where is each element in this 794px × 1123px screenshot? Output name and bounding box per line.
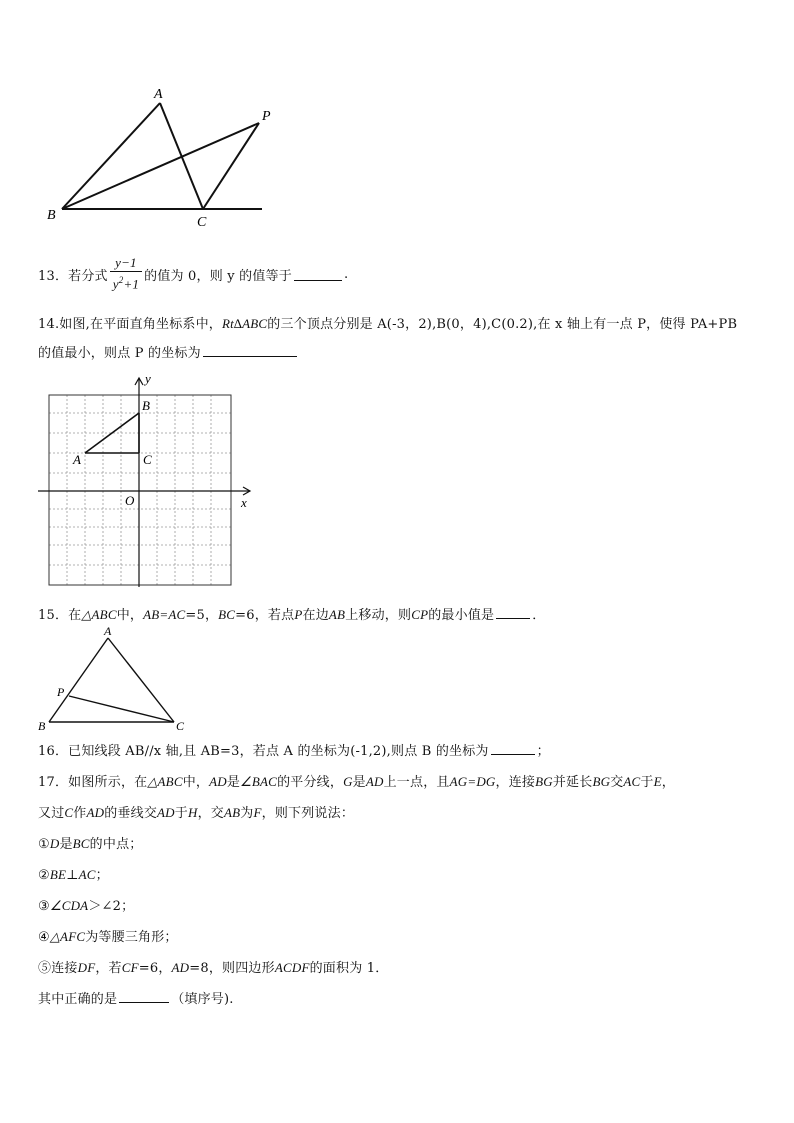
question-15	[38, 604, 545, 623]
q17-statement-3	[38, 895, 134, 914]
q15-math: AB=AC	[143, 607, 186, 622]
q16-end: ；	[536, 744, 550, 759]
q17-math: △AFC	[49, 929, 86, 944]
q17-text: 上一点，且	[383, 775, 450, 790]
q17-math: AD	[209, 774, 227, 789]
q17-text: 并延长	[552, 775, 593, 790]
q17-math: AG=DG	[449, 774, 496, 789]
q17-text: 又过	[38, 806, 65, 821]
q17-text: 的面积为 1．	[309, 961, 389, 976]
q13-suffix: 的值为 0，则 y 的值等于	[144, 268, 292, 284]
label-b: B	[142, 398, 150, 413]
q14-triangle: Rt∆ABC	[222, 316, 268, 331]
q17-text: ；	[95, 868, 109, 883]
question-14-line-2	[38, 342, 297, 361]
label-a: A	[73, 452, 81, 467]
q17-math: G	[343, 774, 353, 789]
q17-text: ，连接	[495, 775, 536, 790]
label-x: x	[241, 495, 247, 510]
label-c: C	[143, 452, 152, 467]
q17-end: （填序号).	[171, 992, 234, 1007]
q17-math: F	[253, 805, 262, 820]
q15-text: 在边	[302, 608, 329, 623]
q17-text: 为等腰三角形；	[85, 930, 178, 945]
q17-text: 中，	[182, 775, 210, 790]
label-c: C	[176, 719, 185, 733]
q17-text: 是	[59, 837, 73, 852]
label-y: y	[145, 371, 151, 386]
q17-math: AC	[78, 867, 96, 882]
q17-math: AD	[365, 774, 384, 789]
figure-triangle-abc-p	[40, 82, 280, 232]
q15-math: P	[294, 607, 303, 622]
q17-math: ∠BAC	[240, 774, 278, 789]
q13-prefix: 13．若分式	[38, 268, 108, 284]
q17-statement-5	[38, 957, 388, 976]
q17-text: 是	[226, 775, 241, 790]
q15-math: AB	[328, 607, 346, 622]
q17-text: 于	[640, 775, 654, 790]
q14-text-a: 14.如图,在平面直角坐标系中，	[38, 317, 223, 332]
q17-math: AD	[157, 805, 175, 820]
q13-denominator: $y^2+1$	[112, 275, 140, 292]
q17-text: =8，则四边形	[189, 961, 275, 976]
q17-answer-line	[38, 988, 234, 1007]
question-16	[38, 740, 550, 759]
figure-triangle-abc-cp	[36, 624, 196, 736]
q17-math: DF	[77, 960, 96, 975]
q17-math: AB	[223, 805, 241, 820]
q15-text: =6，若点	[235, 608, 295, 623]
q14-text-c: 的值最小，则点 P 的坐标为	[38, 346, 201, 361]
q17-text: ⊥	[66, 868, 79, 883]
label-b: B	[47, 208, 56, 223]
label-o: O	[125, 493, 135, 508]
q15-end: ．	[532, 608, 546, 623]
answer-blank[interactable]	[496, 606, 530, 619]
q17-text: 于	[174, 806, 188, 821]
q17-math: E	[653, 774, 662, 789]
q17-text: 17．如图所示，在	[38, 775, 148, 790]
q15-text: =5，	[185, 608, 219, 623]
q17-math: AC	[623, 774, 641, 789]
q17-text: =6，	[138, 961, 172, 976]
q16-text: 16．已知线段 AB//x 轴,且 AB=3，若点 A 的坐标为(-1,2),则点 B 的坐标为	[38, 744, 489, 759]
answer-blank[interactable]	[294, 268, 342, 281]
q13-numerator: y−1	[110, 255, 142, 272]
question-17-line-1	[38, 771, 675, 790]
q17-text: ＞∠2；	[88, 899, 135, 914]
answer-blank[interactable]	[203, 344, 297, 357]
q17-math: △ABC	[147, 774, 183, 789]
q17-text: 的垂线交	[104, 806, 158, 821]
q17-math: ACDF	[274, 960, 310, 975]
q17-text: ②	[38, 868, 50, 883]
q17-text: ①	[38, 837, 50, 852]
q15-text: 上移动，则	[345, 608, 412, 623]
q15-math: CP	[411, 607, 429, 622]
q17-text: ④	[38, 930, 50, 945]
q17-math: BG	[592, 774, 611, 789]
q17-math: AD	[171, 960, 190, 975]
q17-text: 为	[240, 806, 254, 821]
question-13	[38, 256, 348, 292]
q17-text: ，若	[95, 961, 122, 976]
q17-text: 是	[352, 775, 366, 790]
q17-math: C	[64, 805, 74, 820]
q17-text: 的平分线，	[277, 775, 344, 790]
q15-triangle: △ABC	[81, 607, 117, 622]
q17-math: AD	[86, 805, 105, 820]
q17-math: D	[49, 836, 60, 851]
q15-text: 15．在	[38, 608, 82, 623]
q15-text: 的最小值是	[428, 608, 495, 623]
q17-text: 交	[610, 775, 624, 790]
q17-text: 的中点；	[89, 837, 143, 852]
q13-fraction	[110, 255, 142, 292]
q17-statement-1	[38, 833, 142, 852]
label-b: B	[38, 719, 46, 733]
q17-text: ，交	[197, 806, 224, 821]
q17-text: ⑤连接	[38, 961, 78, 976]
q15-text: 中，	[116, 608, 144, 623]
q13-end: .	[343, 266, 349, 282]
q17-text: 作	[73, 806, 87, 821]
q17-math: ∠CDA	[49, 898, 89, 913]
question-17-line-2	[38, 802, 354, 821]
q17-text: ，则下列说法：	[261, 806, 355, 821]
q17-text: ，	[661, 775, 675, 790]
q17-math: BC	[72, 836, 90, 851]
q17-math: CF	[121, 960, 139, 975]
label-p: P	[262, 109, 271, 124]
q17-math: BE	[49, 867, 67, 882]
label-p: P	[57, 685, 65, 699]
q17-text: 其中正确的是	[38, 992, 118, 1007]
q17-math: H	[187, 805, 198, 820]
question-14-line-1	[38, 313, 737, 332]
q15-math: BC	[218, 607, 236, 622]
label-a: A	[104, 624, 112, 638]
q14-text-b: 的三个顶点分别是 A(-3，2),B(0，4),C(0.2),在 x 轴上有一点 P，使得 PA+PB	[267, 317, 738, 332]
figure-coordinate-grid	[36, 370, 256, 588]
answer-blank[interactable]	[119, 990, 169, 1003]
label-c: C	[197, 215, 207, 230]
answer-blank[interactable]	[491, 742, 535, 755]
label-a: A	[154, 87, 163, 102]
q17-statement-4	[38, 926, 178, 945]
q17-text: ③	[38, 899, 50, 914]
q17-math: BG	[535, 774, 553, 789]
q17-statement-2	[38, 864, 109, 883]
